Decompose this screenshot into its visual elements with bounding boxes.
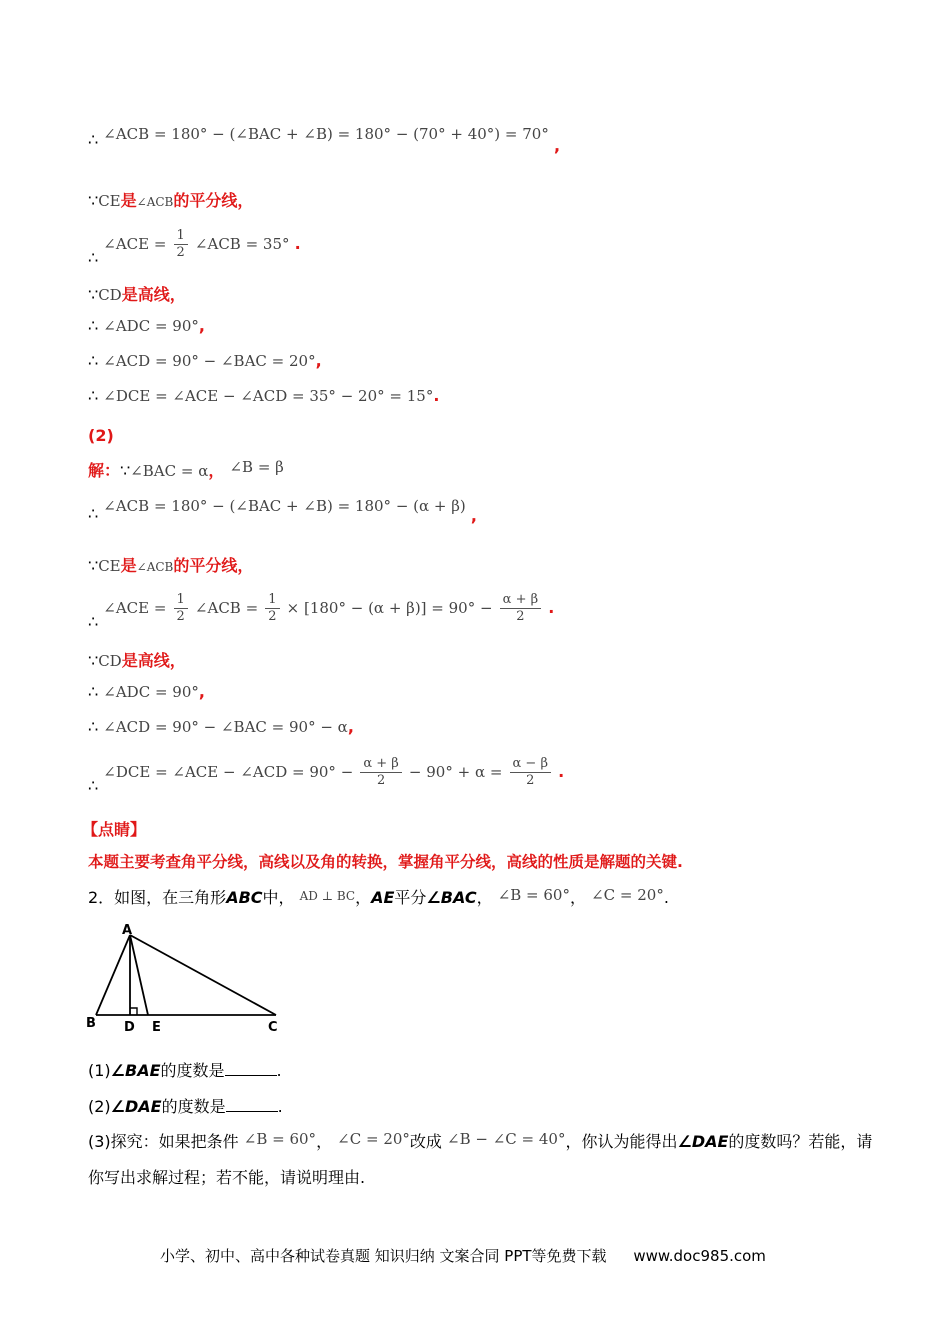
- q2-stem: 2．如图，在三角形ABC中， AD ⊥ BC，AE平分∠BAC， ∠B = 60°， ∠C = 20°.: [88, 886, 669, 907]
- p2-line-ace: ∴ ∠ACE = $\frac{1}{2}$ ∠ACB = $\frac{1}{2}$ × [180° − (α + β)] = 90° − $\frac{\alpha + \beta}{2}$ .: [88, 592, 555, 631]
- segment-ac: [130, 935, 276, 1015]
- label-d: D: [124, 1020, 135, 1035]
- p2-line-cd-altitude: ∵CD是高线，: [88, 651, 186, 670]
- q2-sub3-line2: 你写出求解过程；若不能，请说明理由.: [88, 1168, 366, 1187]
- answer-blank[interactable]: [226, 1097, 278, 1112]
- fraction: $\frac{1}{2}$: [265, 592, 279, 625]
- p2-line-acd: ∴ ∠ACD = 90° − ∠BAC = 90° − α,: [88, 717, 354, 736]
- p1-line-ace: ∴ ∠ACE = $\frac{1}{2}$ ∠ACB = 35° .: [88, 228, 301, 267]
- triangle-figure: [80, 920, 290, 1035]
- q2-sub2: (2)∠DAE的度数是 .: [88, 1097, 283, 1116]
- therefore-symbol: ∴: [88, 130, 99, 149]
- p1-line-acb: ∴ ∠ACB = 180° − (∠BAC + ∠B) = 180° − (70° + 40°) = 70° ,: [88, 125, 561, 155]
- p2-line-acb: ∴ ∠ACB = 180° − (∠BAC + ∠B) = 180° − (α + β) ,: [88, 497, 477, 525]
- answer-blank[interactable]: [225, 1061, 277, 1076]
- p1-line-ce-bisector: ∵CE是∠ACB的平分线，: [88, 191, 254, 210]
- part2-label: (2): [88, 426, 114, 445]
- p2-line-given: 解：∵∠BAC = α， ∠B = β: [88, 458, 284, 480]
- fraction: $\frac{\alpha - \beta}{2}$: [510, 756, 551, 789]
- fraction: $\frac{\alpha + \beta}{2}$: [500, 592, 541, 625]
- label-c: C: [268, 1020, 278, 1035]
- p1-line-cd-altitude: ∵CD是高线，: [88, 285, 186, 304]
- p1-line-adc: ∴ ∠ADC = 90°,: [88, 316, 205, 335]
- comment-text: 本题主要考查角平分线，高线以及角的转换，掌握角平分线，高线的性质是解题的关键.: [88, 853, 683, 871]
- footer-text: 小学、初中、高中各种试卷真题 知识归纳 文案合同 PPT等免费下载: [160, 1247, 607, 1265]
- p2-line-adc: ∴ ∠ADC = 90°,: [88, 682, 205, 701]
- label-a: A: [122, 923, 133, 938]
- q2-sub3: (3)探究：如果把条件 ∠B = 60°， ∠C = 20°改成 ∠B − ∠C = 40°，你认为能得出∠DAE的度数吗？若能，请: [88, 1130, 873, 1151]
- p1-line-dce: ∴ ∠DCE = ∠ACE − ∠ACD = 35° − 20° = 15°.: [88, 386, 440, 405]
- right-angle-mark: [130, 1008, 137, 1015]
- p2-line-ce-bisector: ∵CE是∠ACB的平分线，: [88, 556, 254, 575]
- page-footer: [160, 1245, 766, 1266]
- segment-ab: [96, 935, 130, 1015]
- segment-ae: [130, 935, 148, 1015]
- p1-line-acd: ∴ ∠ACD = 90° − ∠BAC = 20°,: [88, 351, 322, 370]
- label-e: E: [152, 1020, 161, 1035]
- footer-url[interactable]: www.doc985.com: [633, 1247, 766, 1265]
- fraction: $\frac{1}{2}$: [174, 228, 188, 261]
- fraction: $\frac{\alpha + \beta}{2}$: [360, 756, 401, 789]
- label-b: B: [86, 1016, 96, 1031]
- comment-heading: 【点睛】: [82, 820, 147, 839]
- q2-sub1: (1)∠BAE的度数是 .: [88, 1061, 282, 1080]
- fraction: $\frac{1}{2}$: [174, 592, 188, 625]
- because-symbol: ∵: [88, 191, 99, 210]
- p2-line-dce: ∴ ∠DCE = ∠ACE − ∠ACD = 90° − $\frac{\alpha + \beta}{2}$ − 90° + α = $\frac{\alpha - \beta}{2}$ .: [88, 756, 565, 795]
